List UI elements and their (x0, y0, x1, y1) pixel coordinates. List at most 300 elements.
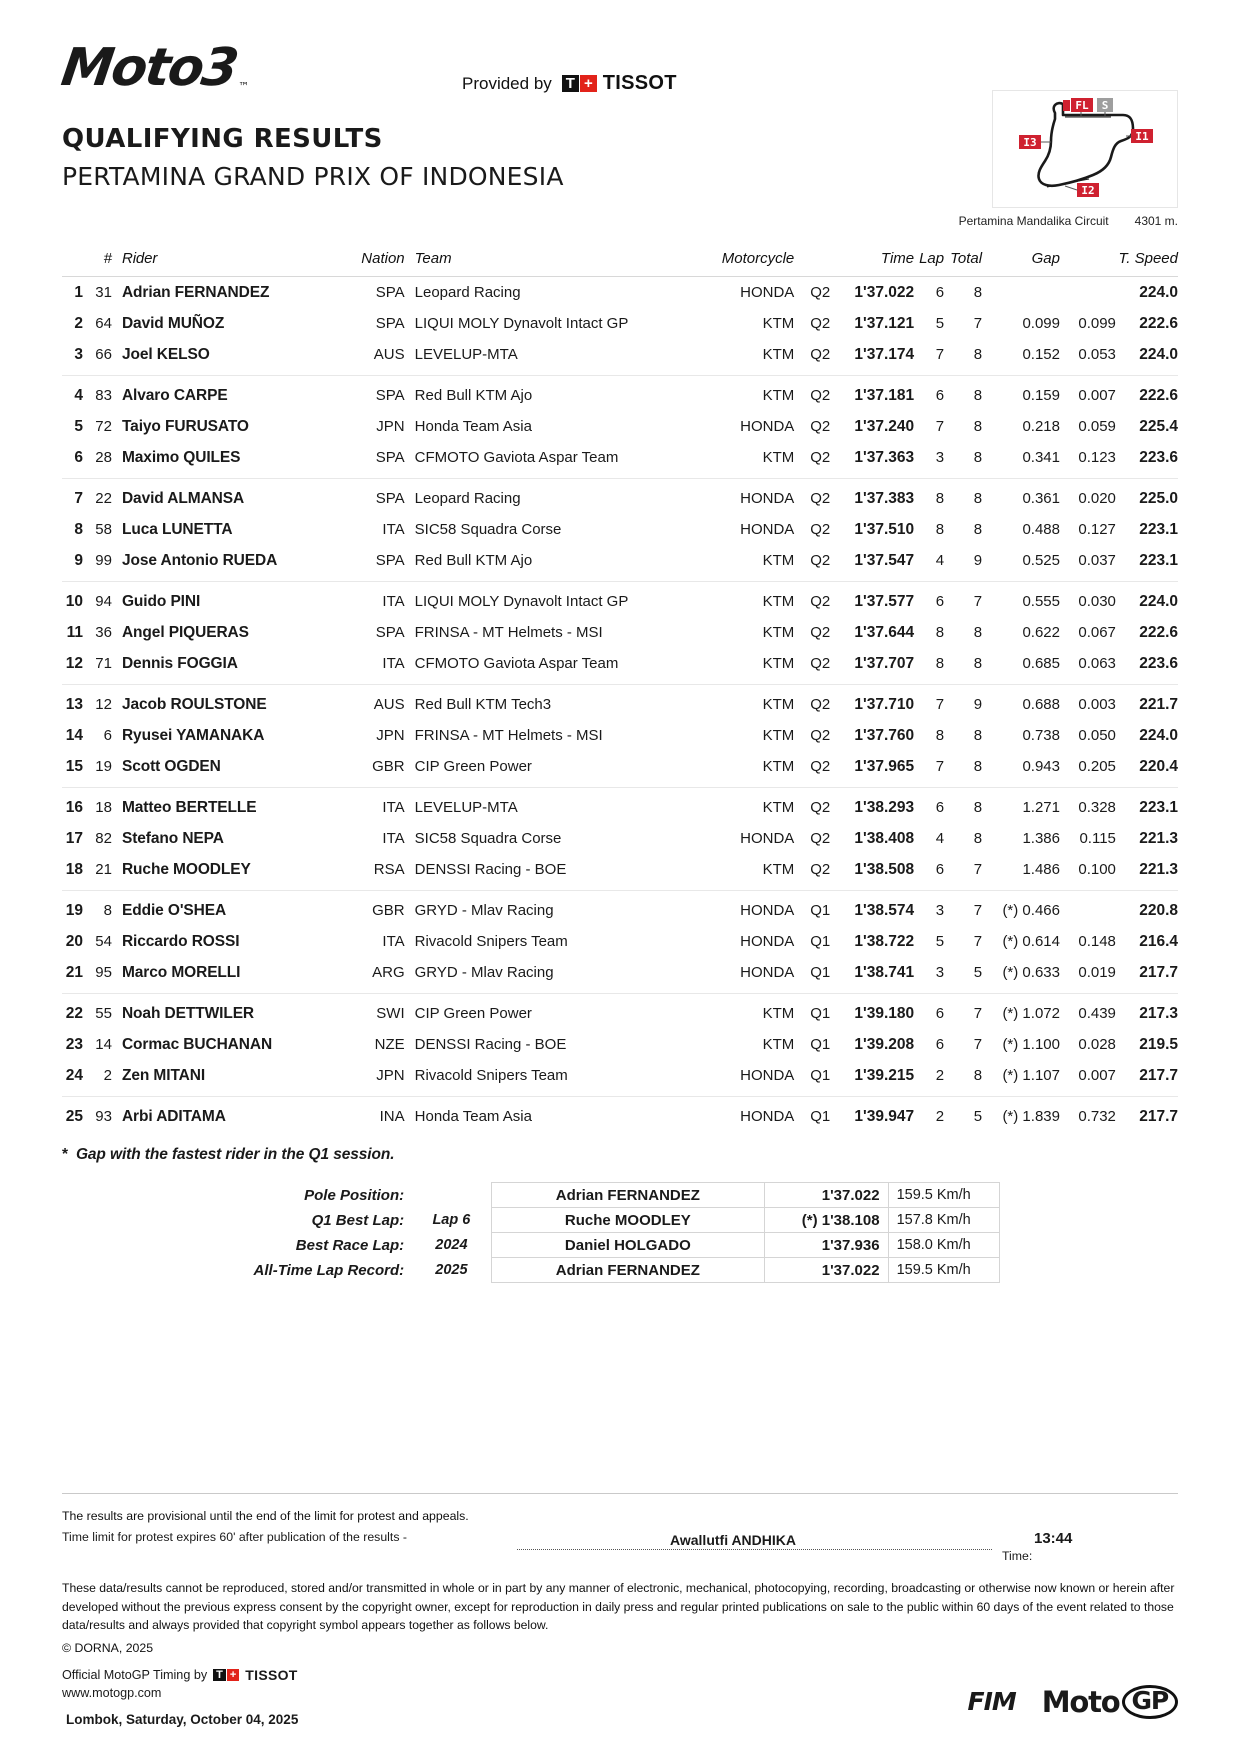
fim-logo: FIM (967, 1687, 1016, 1717)
cell-gap-previous (1060, 277, 1116, 309)
cell-session: Q2 (794, 751, 832, 787)
provided-by-block (462, 72, 677, 95)
cell-rider-name: Joel KELSO (122, 339, 357, 375)
cell-gap-previous: 0.123 (1060, 442, 1116, 478)
cell-team: LIQUI MOLY Dynavolt Intact GP (414, 593, 629, 610)
cell-lap: 8 (935, 727, 945, 744)
cell-total-laps: 8 (973, 284, 983, 301)
cell-gap-previous: 0.007 (1060, 1060, 1116, 1096)
cell-top-speed: 223.1 (1139, 520, 1178, 538)
cell-time: 1'39.215 (832, 1060, 914, 1096)
cell-rider-number: 83 (95, 387, 112, 404)
cell-gap-leader: 0.341 (982, 442, 1060, 478)
cell-motorcycle: KTM (699, 339, 794, 375)
cell-total-laps: 8 (944, 442, 982, 478)
cell-position: 19 (65, 901, 83, 919)
cell-top-speed: 217.7 (1116, 957, 1178, 993)
records-summary-table (240, 1182, 1000, 1283)
cell-top-speed: 224.0 (1116, 339, 1178, 375)
cell-gap-previous: 0.148 (1078, 933, 1116, 950)
cell-nation: ITA (382, 799, 405, 816)
cell-top-speed: 225.4 (1139, 417, 1178, 435)
cell-top-speed: 223.1 (1116, 545, 1178, 581)
cell-total-laps: 7 (973, 593, 983, 610)
cell-session: Q2 (810, 315, 831, 332)
cell-team: DENSSI Racing - BOE (414, 1036, 567, 1053)
cell-lap: 6 (935, 799, 945, 816)
cell-motorcycle: KTM (762, 387, 795, 404)
cell-rider-name: Ruche MOODLEY (122, 854, 357, 890)
cell-gap-leader: 0.555 (1022, 593, 1060, 610)
motogp-logo-moto: Moto (1041, 1684, 1120, 1719)
cell-gap-previous: 0.003 (1078, 696, 1116, 713)
th-number: # (103, 250, 112, 267)
cell-rider-name: Maximo QUILES (122, 442, 357, 478)
cell-lap: 6 (935, 284, 945, 301)
th-lap: Lap (919, 250, 945, 267)
cell-rider-name: Zen MITANI (122, 1060, 357, 1096)
cell-total-laps: 8 (973, 490, 983, 507)
cell-total-laps: 8 (944, 648, 982, 684)
cell-position: 10 (65, 592, 83, 610)
cell-rider-name: Alvaro CARPE (121, 386, 228, 404)
cell-position: 4 (74, 386, 83, 404)
moto3-logo (57, 38, 248, 98)
table-row[interactable] (62, 1096, 1178, 1132)
cell-lap: 7 (935, 418, 945, 435)
website-link[interactable]: www.motogp.com (62, 1686, 162, 1700)
cell-lap: 7 (935, 696, 945, 713)
table-row[interactable] (62, 720, 1178, 751)
cell-total-laps: 5 (973, 1108, 983, 1125)
circuit-map-svg (993, 91, 1179, 209)
cell-gap-previous (1060, 890, 1116, 926)
tissot-t-letter-footer: T (213, 1669, 226, 1681)
footer-divider (62, 1493, 1178, 1494)
cell-session: Q1 (810, 933, 831, 950)
summary-row (240, 1183, 1000, 1208)
cell-gap-leader: 0.525 (982, 545, 1060, 581)
cell-lap: 7 (914, 339, 944, 375)
motogp-logo-gp: GP (1122, 1685, 1178, 1720)
cell-gap-leader: 1.271 (1022, 799, 1060, 816)
cell-rider-number: 95 (92, 957, 122, 993)
cell-session: Q2 (810, 696, 831, 713)
cell-gap-leader: 0.622 (1022, 624, 1060, 641)
table-row[interactable] (62, 787, 1178, 823)
th-time: Time (880, 250, 915, 267)
cell-time: 1'37.707 (832, 648, 914, 684)
circuit-length: 4301 m. (1134, 214, 1178, 228)
cell-nation: ITA (382, 830, 405, 847)
cell-team: Leopard Racing (414, 490, 521, 507)
cell-total-laps: 7 (973, 933, 983, 950)
cell-rider-number: 82 (95, 830, 112, 847)
cell-gap-previous: 0.028 (1078, 1036, 1116, 1053)
cell-top-speed: 224.0 (1139, 592, 1178, 610)
table-row[interactable] (62, 277, 1178, 309)
cell-session: Q1 (794, 957, 832, 993)
table-row[interactable] (62, 581, 1178, 617)
cell-rider-number: 54 (95, 933, 112, 950)
cell-time: 1'38.722 (854, 932, 915, 950)
cell-gap-leader: 0.159 (1022, 387, 1060, 404)
table-row[interactable] (62, 308, 1178, 339)
cell-session: Q2 (794, 648, 832, 684)
cell-lap: 5 (935, 315, 945, 332)
cell-position: 17 (65, 829, 83, 847)
cell-top-speed: 222.6 (1139, 623, 1178, 641)
table-row[interactable] (62, 514, 1178, 545)
cell-team: GRYD - Mlav Racing (415, 957, 700, 993)
cell-time: 1'37.363 (832, 442, 914, 478)
cell-team: LIQUI MOLY Dynavolt Intact GP (414, 315, 629, 332)
table-row[interactable] (62, 648, 1178, 684)
signature-dotted-line (517, 1549, 992, 1550)
cell-nation: GBR (357, 751, 415, 787)
cell-team: DENSSI Racing - BOE (415, 854, 700, 890)
event-name: PERTAMINA GRAND PRIX OF INDONESIA (62, 162, 564, 191)
cell-rider-number: 14 (95, 1036, 112, 1053)
th-nation: Nation (361, 250, 405, 267)
footnote-asterisk: * (62, 1146, 68, 1163)
cell-gap-leader: 0.685 (982, 648, 1060, 684)
cell-total-laps: 7 (973, 902, 983, 919)
cell-nation: SPA (357, 545, 415, 581)
cell-lap: 8 (935, 521, 945, 538)
results-table-container (62, 250, 1178, 1132)
cell-position: 14 (65, 726, 83, 744)
cell-total-laps: 7 (944, 854, 982, 890)
cell-rider-name: Scott OGDEN (122, 751, 357, 787)
cell-top-speed: 221.3 (1139, 829, 1178, 847)
cell-total-laps: 7 (973, 315, 983, 332)
cell-gap-leader: (*) 0.633 (982, 957, 1060, 993)
cell-team: Honda Team Asia (414, 1108, 532, 1125)
cell-nation: GBR (372, 902, 405, 919)
dorna-copyright: © DORNA, 2025 (62, 1641, 154, 1656)
table-row[interactable] (62, 617, 1178, 648)
cell-top-speed: 224.0 (1139, 283, 1178, 301)
table-row[interactable] (62, 545, 1178, 581)
cell-rider-number: 31 (95, 284, 112, 301)
summary-label: All-Time Lap Record: (253, 1261, 405, 1279)
cell-rider-name: Dennis FOGGIA (122, 648, 357, 684)
official-signature-name: Awallutfi ANDHIKA (670, 1531, 796, 1548)
cell-gap-leader: 0.099 (1022, 315, 1060, 332)
cell-time: 1'37.121 (854, 314, 915, 332)
cell-top-speed: 223.6 (1116, 648, 1178, 684)
cell-total-laps: 8 (944, 1060, 982, 1096)
table-row[interactable] (62, 854, 1178, 890)
cell-motorcycle: KTM (762, 799, 795, 816)
cell-top-speed: 217.7 (1116, 1060, 1178, 1096)
tissot-swiss-cross-icon-footer: + (227, 1669, 239, 1681)
cell-lap: 2 (935, 1108, 945, 1125)
cell-time: 1'38.508 (832, 854, 914, 890)
records-summary-body (240, 1183, 1000, 1283)
cell-rider-number: 93 (95, 1108, 112, 1125)
protest-note: Time limit for protest expires 60' after publication of the results - (62, 1529, 407, 1544)
cell-position: 12 (62, 648, 92, 684)
cell-rider-name: Taiyo FURUSATO (121, 417, 249, 435)
motogp-logo (1042, 1685, 1178, 1720)
cell-top-speed: 223.1 (1139, 798, 1178, 816)
summary-speed: 159.5 Km/h (888, 1258, 999, 1283)
cell-motorcycle: KTM (699, 442, 794, 478)
cell-position: 13 (65, 695, 83, 713)
summary-rider: Adrian FERNANDEZ (491, 1183, 764, 1208)
circuit-caption (959, 214, 1178, 228)
cell-nation: SPA (375, 624, 405, 641)
table-row[interactable] (62, 957, 1178, 993)
table-row[interactable] (62, 993, 1178, 1029)
cell-nation: SPA (357, 442, 415, 478)
cell-rider-number: 8 (103, 902, 112, 919)
cell-session: Q1 (810, 1005, 831, 1022)
cell-rider-number: 12 (95, 696, 112, 713)
cell-gap-leader: 0.488 (1022, 521, 1060, 538)
cell-motorcycle: KTM (762, 593, 795, 610)
cell-lap: 8 (914, 648, 944, 684)
cell-total-laps: 8 (973, 727, 983, 744)
official-timing-label: Official MotoGP Timing by (62, 1668, 208, 1682)
cell-top-speed: 225.0 (1139, 489, 1178, 507)
cell-position: 9 (62, 545, 92, 581)
page-title: QUALIFYING RESULTS (62, 124, 383, 154)
cell-rider-name: Ryusei YAMANAKA (121, 726, 265, 744)
cell-time: 1'37.547 (832, 545, 914, 581)
cell-session: Q2 (794, 545, 832, 581)
cell-time: 1'37.644 (854, 623, 915, 641)
results-table (62, 250, 1178, 1132)
table-row[interactable] (62, 890, 1178, 926)
tissot-mark-icon (562, 75, 597, 92)
cell-lap: 3 (914, 957, 944, 993)
svg-text:I2: I2 (1081, 184, 1095, 197)
cell-motorcycle: HONDA (740, 418, 795, 435)
table-row[interactable] (62, 339, 1178, 375)
cell-rider-name: Riccardo ROSSI (121, 932, 240, 950)
cell-time: 1'37.240 (854, 417, 915, 435)
cell-gap-leader: 0.943 (982, 751, 1060, 787)
trademark-icon: ™ (238, 80, 248, 93)
cell-time: 1'38.741 (832, 957, 914, 993)
cell-team: Rivacold Snipers Team (415, 1060, 700, 1096)
cell-team: Leopard Racing (414, 284, 521, 301)
cell-total-laps: 9 (973, 696, 983, 713)
cell-session: Q2 (794, 854, 832, 890)
cell-gap-previous: 0.059 (1078, 418, 1116, 435)
cell-time: 1'37.577 (854, 592, 915, 610)
cell-position: 7 (74, 489, 83, 507)
table-row[interactable] (62, 751, 1178, 787)
cell-total-laps: 8 (973, 830, 983, 847)
cell-total-laps: 5 (944, 957, 982, 993)
table-row[interactable] (62, 478, 1178, 514)
cell-rider-number: 28 (92, 442, 122, 478)
cell-nation: NZE (374, 1036, 405, 1053)
cell-session: Q1 (810, 902, 831, 919)
cell-session: Q2 (810, 284, 831, 301)
cell-position: 5 (74, 417, 83, 435)
cell-lap: 6 (935, 1036, 945, 1053)
cell-rider-number: 72 (95, 418, 112, 435)
cell-lap: 3 (914, 442, 944, 478)
cell-session: Q2 (794, 339, 832, 375)
cell-gap-leader: 0.688 (1022, 696, 1060, 713)
table-row[interactable] (62, 375, 1178, 411)
cell-gap-previous: 0.115 (1079, 830, 1116, 847)
cell-nation: SPA (375, 490, 405, 507)
cell-motorcycle: HONDA (740, 521, 795, 538)
th-session (794, 250, 832, 277)
cell-position: 1 (74, 283, 83, 301)
cell-session: Q2 (810, 593, 831, 610)
cell-gap-previous: 0.019 (1060, 957, 1116, 993)
summary-lap (412, 1183, 491, 1208)
cell-team: Red Bull KTM Ajo (414, 387, 533, 404)
cell-session: Q2 (810, 521, 831, 538)
cell-top-speed: 223.6 (1116, 442, 1178, 478)
cell-rider-name: Jacob ROULSTONE (121, 695, 267, 713)
circuit-map (992, 90, 1178, 208)
cell-rider-number: 58 (95, 521, 112, 538)
cell-team: Red Bull KTM Ajo (415, 545, 700, 581)
cell-nation: ITA (382, 933, 405, 950)
cell-lap: 5 (935, 933, 945, 950)
cell-nation: JPN (357, 1060, 415, 1096)
cell-nation: JPN (376, 418, 405, 435)
cell-top-speed: 222.6 (1139, 314, 1178, 332)
cell-time: 1'37.181 (854, 386, 915, 404)
cell-top-speed: 217.7 (1139, 1107, 1178, 1125)
cell-position: 20 (65, 932, 83, 950)
cell-motorcycle: HONDA (740, 284, 795, 301)
cell-gap-previous: 0.050 (1078, 727, 1116, 744)
cell-rider-number: 64 (95, 315, 112, 332)
cell-lap: 4 (914, 545, 944, 581)
th-motorcycle: Motorcycle (721, 250, 795, 267)
cell-top-speed: 219.5 (1139, 1035, 1178, 1053)
cell-session: Q2 (810, 418, 831, 435)
moto3-logo-text: Moto3 (57, 38, 241, 98)
cell-gap-previous: 0.020 (1078, 490, 1116, 507)
cell-nation: AUS (373, 696, 405, 713)
cell-nation: ARG (357, 957, 415, 993)
cell-team: LEVELUP-MTA (414, 799, 518, 816)
cell-rider-number: 19 (92, 751, 122, 787)
cell-position: 22 (65, 1004, 83, 1022)
document-footer (0, 1493, 1240, 1755)
cell-position: 8 (74, 520, 83, 538)
cell-rider-number: 66 (92, 339, 122, 375)
cell-team: GRYD - Mlav Racing (414, 902, 554, 919)
cell-gap-leader (982, 277, 1060, 309)
cell-team: LEVELUP-MTA (415, 339, 700, 375)
cell-gap-previous: 0.100 (1060, 854, 1116, 890)
cell-position: 3 (62, 339, 92, 375)
cell-rider-name: Adrian FERNANDEZ (121, 283, 270, 301)
cell-nation: SWI (376, 1005, 405, 1022)
table-row[interactable] (62, 411, 1178, 442)
cell-gap-leader: (*) 1.072 (1002, 1005, 1060, 1022)
cell-nation: INA (379, 1108, 405, 1125)
table-row[interactable] (62, 926, 1178, 957)
results-header-row (62, 250, 1178, 277)
cell-total-laps: 8 (973, 387, 983, 404)
cell-gap-previous: 0.127 (1078, 521, 1116, 538)
cell-gap-previous: 0.067 (1078, 624, 1116, 641)
footer-logos (968, 1685, 1179, 1720)
cell-gap-previous: 0.053 (1060, 339, 1116, 375)
results-table-body (62, 277, 1178, 1133)
cell-motorcycle: HONDA (740, 830, 795, 847)
th-gap: Gap (1031, 250, 1060, 267)
cell-gap-leader: (*) 0.466 (1002, 902, 1060, 919)
th-rider: Rider (121, 250, 158, 267)
summary-rider: Daniel HOLGADO (491, 1233, 764, 1258)
cell-gap-leader: 0.361 (1022, 490, 1060, 507)
cell-time: 1'39.947 (854, 1107, 915, 1125)
cell-session: Q2 (810, 387, 831, 404)
summary-lap: 2024 (435, 1237, 468, 1253)
cell-gap-leader: 0.152 (982, 339, 1060, 375)
table-row[interactable] (62, 684, 1178, 720)
cell-team: FRINSA - MT Helmets - MSI (414, 727, 603, 744)
results-table-head (62, 250, 1178, 277)
summary-speed: 159.5 Km/h (888, 1183, 999, 1208)
cell-team: CFMOTO Gaviota Aspar Team (415, 442, 700, 478)
cell-rider-number: 36 (95, 624, 112, 641)
table-row[interactable] (62, 442, 1178, 478)
summary-row (240, 1258, 1000, 1283)
cell-motorcycle: HONDA (740, 902, 795, 919)
cell-rider-number: 55 (95, 1005, 112, 1022)
table-row[interactable] (62, 823, 1178, 854)
cell-gap-leader: 1.386 (1022, 830, 1060, 847)
cell-session: Q2 (810, 727, 831, 744)
cell-rider-name: Guido PINI (121, 592, 201, 610)
summary-lap: 2025 (435, 1262, 468, 1278)
summary-row (240, 1233, 1000, 1258)
table-row[interactable] (62, 1029, 1178, 1060)
cell-gap-leader: (*) 1.100 (1002, 1036, 1060, 1053)
cell-rider-number: 94 (95, 593, 112, 610)
summary-time: (*) 1'38.108 (765, 1208, 889, 1233)
cell-gap-leader: (*) 0.614 (1002, 933, 1060, 950)
cell-time: 1'38.408 (854, 829, 915, 847)
cell-rider-number: 18 (95, 799, 112, 816)
cell-time: 1'38.293 (854, 798, 915, 816)
cell-total-laps: 8 (973, 624, 983, 641)
cell-motorcycle: KTM (762, 624, 795, 641)
cell-gap-leader: 1.486 (982, 854, 1060, 890)
footnote-text: Gap with the fastest rider in the Q1 session. (75, 1146, 395, 1163)
cell-session: Q1 (794, 1060, 832, 1096)
cell-session: Q1 (810, 1108, 831, 1125)
cell-rider-name: Eddie O'SHEA (121, 901, 227, 919)
cell-gap-previous: 0.007 (1078, 387, 1116, 404)
copyright-legal-text: These data/results cannot be reproduced, stored and/or transmitted in whole or in part by any manner of electronic, mechanical, photocopying, recording, broadcasting or otherwise now known or herein after developed without the previous express consent by the copyright owner, except for reproduction in daily press and regular printed publications on sale to the public within 60 days of the event related to those data/results and always provided that copyright symbol appears together as follows below. (62, 1580, 1175, 1633)
cell-nation: ITA (382, 593, 405, 610)
cell-gap-previous: 0.328 (1078, 799, 1116, 816)
tissot-mark-icon-footer (213, 1669, 239, 1681)
cell-total-laps: 7 (973, 1036, 983, 1053)
table-row[interactable] (62, 1060, 1178, 1096)
cell-time: 1'37.383 (854, 489, 915, 507)
cell-top-speed: 220.4 (1116, 751, 1178, 787)
